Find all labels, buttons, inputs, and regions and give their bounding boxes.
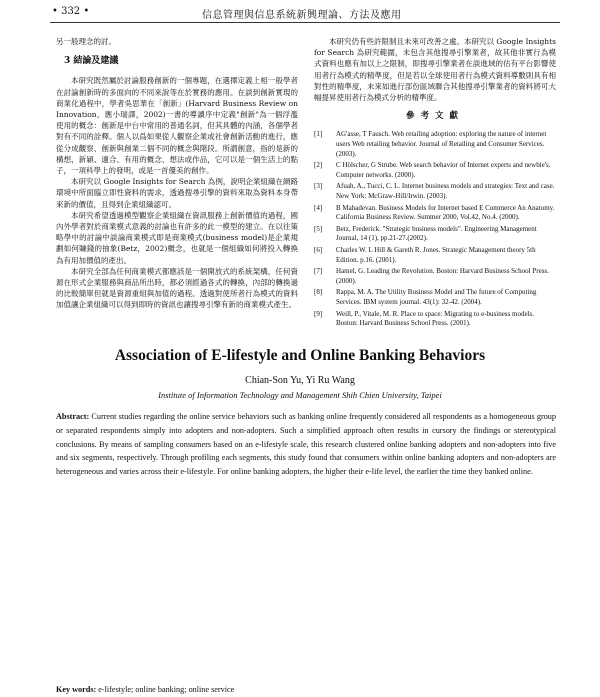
reference-number: [3] [314,182,323,191]
english-affiliation: Institute of Information Technology and Management Shih Chien University, Taipei [158,390,442,400]
abstract-label: Abstract: [56,412,90,421]
reference-list [314,130,556,328]
reference-text: Rappa, M. A. The Utility Business Model and The future of Computing Services. IBM system journal. 43(1): 32-42. (2004). [336,288,537,306]
reference-text: C Hölscher, G Strube. Web search behavior of Internet experts and newbie's. Computer networks. (2000). [336,161,551,179]
reference-text: B Mahadevan. Business Models for Internet based E Commerce An Anatomy. California Business Review. Summer 2000, Vol.42, No.4. (2000). [336,203,555,222]
reference-text: Afuah, A., Tucci, C. L. Internet business models and strategies: Text and case. New York: McGraw-Hill/Irwin. (2003). [336,182,555,200]
limitations-paragraph: 本研究仍有些許限制且未來可改善之處。本研究以 Google Insights for Search 為研究範圍，未包含其他搜尋引擎業者，故其他非實行為模式資料也應有加以上之限制，即搜尋引擎業者在談進域的估有平台影響使用者行為模式的精準度，但是若以全球使用者行為模式資料導數則具有相對性的精準度，未來如進行部份區域聯合其他搜尋引擎業者的資料將可大幅提昇使用者行為模式分析的精準度。 [314,37,556,103]
reference-item [314,204,556,223]
reference-item [314,288,556,307]
reference-item [314,130,556,159]
reference-item [314,310,556,329]
keywords-label: Key words: [56,685,97,694]
page-header [52,6,560,22]
page-number: • 332 • [52,6,90,17]
reference-number: [1] [314,130,323,139]
reference-item [314,246,556,265]
reference-number: [9] [314,309,323,318]
reference-number: [4] [314,203,323,212]
reference-item [314,267,556,286]
reference-number: [7] [314,267,323,276]
body-paragraph: 本研究希望透過模型觀察企業組織在資訊服務上創新價值的過程，國內外學者對於商業模式意義的討論也有許多的此一模型的建立。在以往策略學中的討論中談論商業模式即是商業模式(business model)是企業規劃如何賺錢的抽象(Betz，2002)概念，也就是一個組織如何將投入轉換為有用加價值的產出。 [56,210,298,265]
journal-title: 信息管理與信息系統新興理論、方法及應用 [202,10,402,21]
body-paragraph: 本研究以 Google Insights for Search 為例，說明企業組織在網路環境中所面臨立即性資料的需求，透過搜尋引擎的資料來取為資料本身帶來新的價值，且得到企業組織認可。 [56,177,298,209]
keywords-text: e-lifestyle; online banking; online service [96,685,235,694]
english-keywords [56,684,556,695]
abstract-text: Current studies regarding the online service behaviors such as banking online frequently considered all respondents as a homogeneous group or separated respondents simply into adopters and non-adopters. Such a simplified approach often results in cursory the findings or stereotypical conclusions. By means of sampling consumers based on an e-lifestyle scale, this research clustered online banking adopters and non-adopters into five and six segments, respectively. Through profiling each segments, this study found that consumers within online banking adopters and non-adopters are heterogeneous and varies across their e-lifestyle. For online banking adopters, the higher their e-life level, the earlier the time they banked online. [56,412,556,477]
english-authors: Chian-Son Yu, Yi Ru Wang [245,375,355,386]
english-title: Association of E-lifestyle and Online Banking Behaviors [114,347,486,364]
lead-line: 另一般理念的討。 [56,37,116,46]
body-paragraph: 本研究全部為任何商業模式都應該是一個開放式的系統架構，任何資源在形式企業服務與商品所出時，都必須經過各式的轉換，內部的轉換過的比較簡單但就是資源重組與加值的過程。透過對使所者行為模式的資料加值讓企業組織可以得到即時的資訊也讓搜尋引擎有新的商業模式產生。 [56,266,298,310]
reference-number: [5] [314,224,323,233]
section-heading: 3 結論及建議 [64,56,119,67]
reference-text: Betz, Frederick. "Strategic business models". Engineering Management Journal, 14 (1), pp.21-27.(2002). [336,224,537,243]
right-column [314,36,556,331]
reference-number: [2] [314,161,323,170]
reference-item [314,182,556,201]
reference-item [314,225,556,244]
reference-text: Hamel, G. Leading the Revolution. Boston: Harvard Business School Press. (2000). [336,267,549,285]
reference-text: AG'asse, T Fausch. Web retailing adoption: exploring the nature of internet users Web retailing behavior. Journal of Retailing and Consumer Services. (2003). [336,130,547,158]
reference-number: [8] [314,288,323,297]
reference-text: Weill, P., Vitale, M. R. Place to space: Migrating to e-business models. Boston: Harvard Business School Press. (2001). [336,309,534,328]
references-title: 參考文獻 [405,111,464,122]
reference-text: Charles W. L Hill & Gareth R. Jones. Strategic Management theory 5th Edition. p.16. (2001). [336,245,536,264]
header-rule [50,22,560,23]
english-abstract [56,410,556,479]
reference-number: [6] [314,245,323,254]
body-paragraph: 本研究既然屬於討論服務創新的一個專題，在選擇定義上相一般學者在討論創新時的多面向的不同來說等在於實務的應用。在談到創新實現的商業化過程中，學者吳思華在「創新」(Harvard Business Review on Innovation，應小瑞譯，2002)一書的導讀序中定義"創新"為一個浮濫使用的概念：創新是中台中常用的普通名詞，但其具體的內涵，各個學者對有不同的詮釋。個人以爲如果從人觀察企業或社會創新活動的進行，應從分成觀察、創新與創業二個不同的概念與階段。所謂創意，指的是新的構想，新穎、適合、有用的概念、想法或作品，它可以是一個生活上的點子，一項科學上的發明，或是一首優美的創作。 [56,76,298,176]
left-column [56,36,298,311]
reference-item [314,161,556,180]
